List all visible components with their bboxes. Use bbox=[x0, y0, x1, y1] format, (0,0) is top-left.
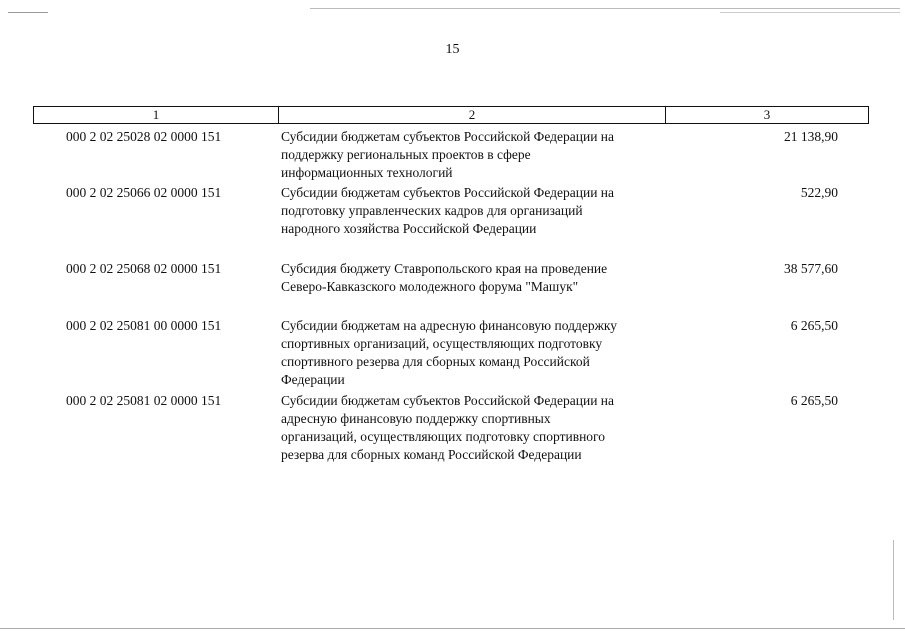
row-description bbox=[281, 184, 666, 238]
table-header bbox=[33, 106, 869, 124]
page-number: 15 bbox=[445, 42, 460, 57]
row-description bbox=[281, 317, 666, 389]
description-line: спортивных организаций, осуществляющих подготовку bbox=[281, 336, 603, 351]
description-line: подготовку управленческих кадров для организаций bbox=[281, 203, 583, 218]
scan-artifact-top-left bbox=[8, 12, 48, 13]
row-description bbox=[281, 392, 666, 464]
description-line: спортивного резерва для сборных команд Российской bbox=[281, 354, 590, 369]
description-line: Субсидии бюджетам субъектов Российской Федерации на bbox=[281, 393, 615, 408]
description-line: Субсидия бюджету Ставропольского края на проведение bbox=[281, 261, 608, 276]
description-line: адресную финансовую поддержку спортивных bbox=[281, 411, 551, 426]
scan-artifact-right-edge bbox=[893, 540, 894, 620]
budget-code: 000 2 02 25066 02 0000 151 bbox=[66, 185, 222, 200]
budget-code: 000 2 02 25081 02 0000 151 bbox=[66, 393, 222, 408]
budget-code: 000 2 02 25081 00 0000 151 bbox=[66, 318, 222, 333]
description-line: организаций, осуществляющих подготовку спортивного bbox=[281, 429, 605, 444]
description-line: Федерации bbox=[281, 372, 345, 387]
scan-artifact-top-right bbox=[310, 8, 900, 9]
amount-value: 38 577,60 bbox=[784, 261, 838, 276]
budget-code: 000 2 02 25028 02 0000 151 bbox=[66, 129, 222, 144]
description-line: Северо-Кавказского молодежного форума "Машук" bbox=[281, 279, 579, 294]
description-line: Субсидии бюджетам на адресную финансовую поддержку bbox=[281, 318, 618, 333]
table-header-col-1: 1 bbox=[34, 107, 279, 123]
description-line: информационных технологий bbox=[281, 165, 453, 180]
table-header-col-3: 3 bbox=[763, 107, 771, 122]
description-line: Субсидии бюджетам субъектов Российской Федерации на bbox=[281, 185, 615, 200]
amount-value: 6 265,50 bbox=[790, 318, 838, 333]
description-line: Субсидии бюджетам субъектов Российской Федерации на bbox=[281, 129, 615, 144]
amount-value: 522,90 bbox=[800, 185, 838, 200]
budget-code: 000 2 02 25068 02 0000 151 bbox=[66, 261, 222, 276]
scan-artifact-top-right-2 bbox=[720, 12, 900, 13]
amount-value: 6 265,50 bbox=[790, 393, 838, 408]
scan-artifact-bottom bbox=[0, 628, 905, 629]
row-description bbox=[281, 260, 666, 296]
row-description bbox=[281, 128, 666, 182]
description-line: резерва для сборных команд Российской Федерации bbox=[281, 447, 582, 462]
table-header-col-2: 2 bbox=[279, 107, 666, 123]
description-line: народного хозяйства Российской Федерации bbox=[281, 221, 537, 236]
amount-value: 21 138,90 bbox=[784, 129, 838, 144]
description-line: поддержку региональных проектов в сфере bbox=[281, 147, 531, 162]
